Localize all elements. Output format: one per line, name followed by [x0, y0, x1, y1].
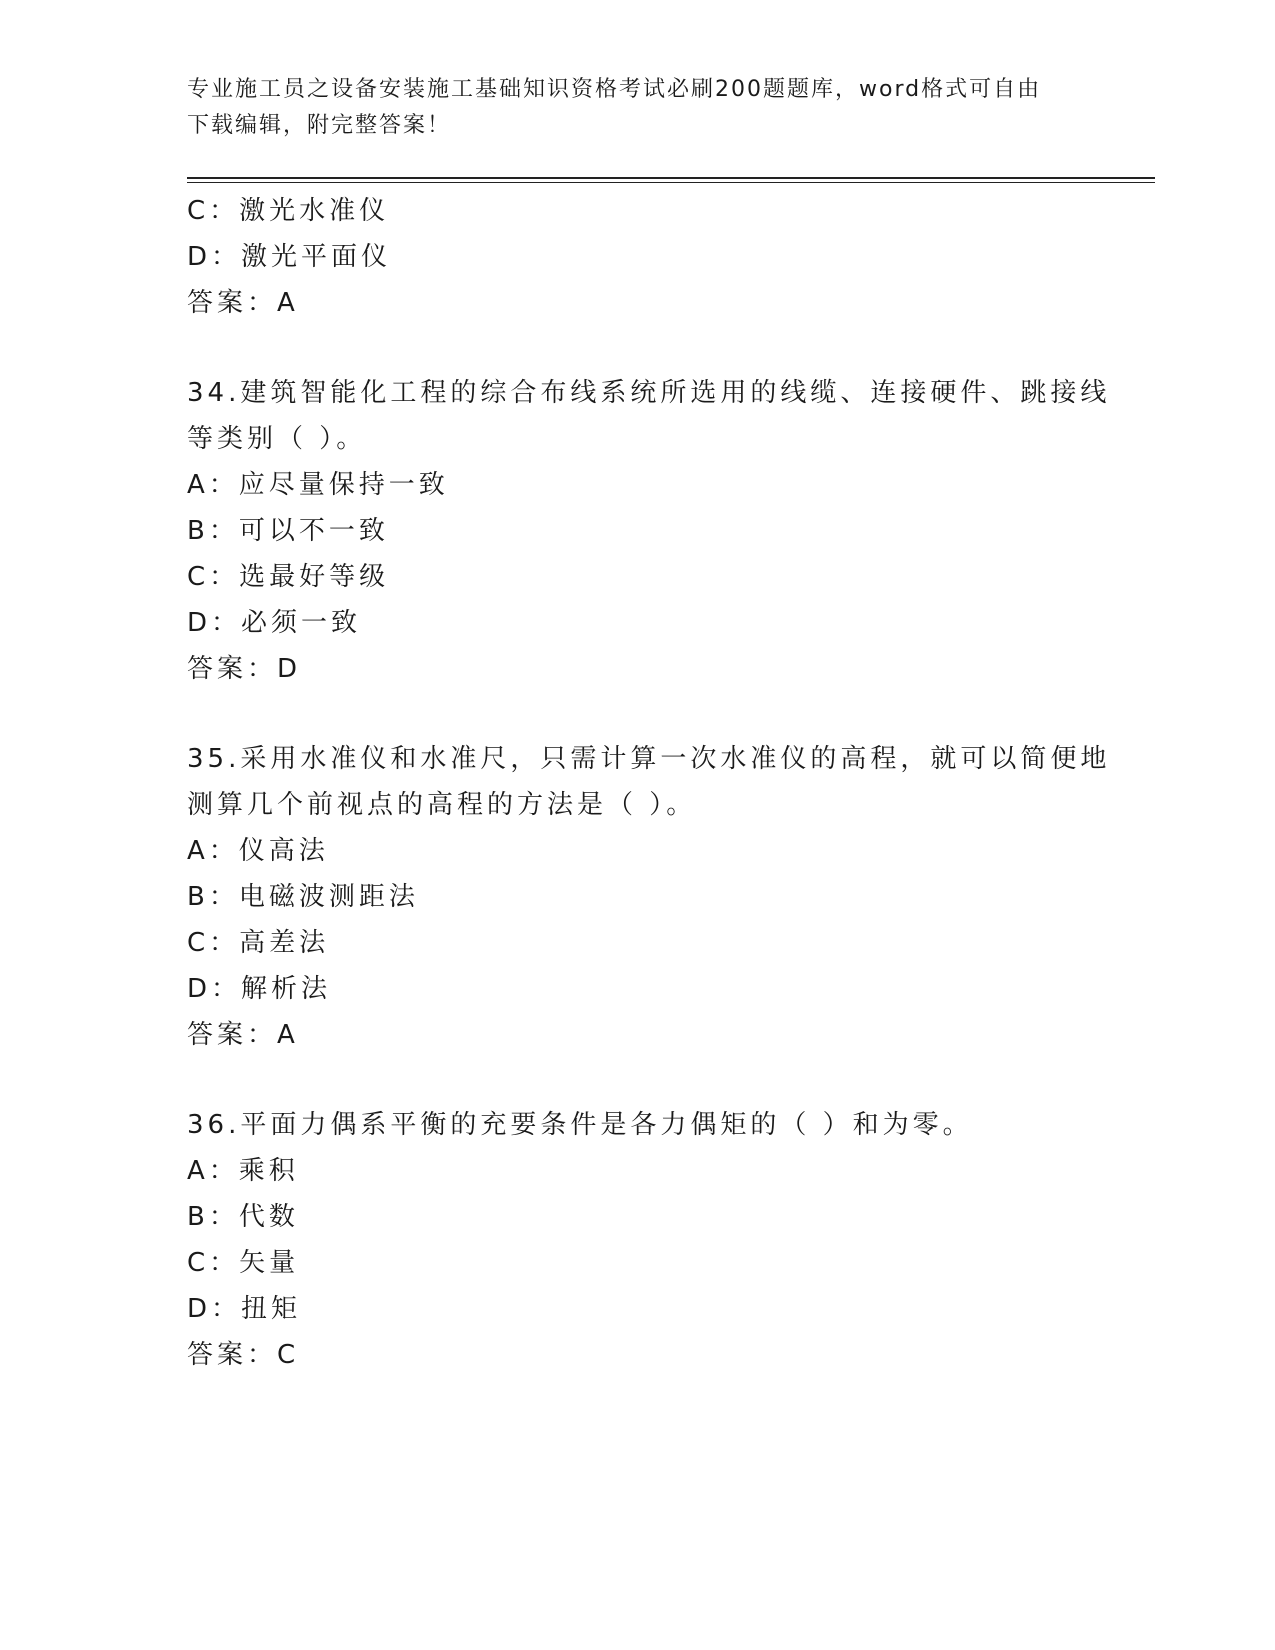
question-stem-line: 测算几个前视点的高程的方法是（ ）。 — [187, 790, 697, 820]
option-a: A：应尽量保持一致 — [187, 470, 449, 500]
question-block-34 — [187, 370, 1111, 692]
option-d: D：扭矩 — [187, 1294, 302, 1324]
option-a: A：仪高法 — [187, 836, 329, 866]
document-body — [187, 188, 1111, 1378]
option-d: D：解析法 — [187, 974, 332, 1004]
document-header — [187, 72, 1087, 144]
option-c: C：激光水准仪 — [187, 196, 390, 226]
option-a: A：乘积 — [187, 1156, 299, 1186]
question-block-36 — [187, 1102, 1087, 1378]
header-line-2: 下载编辑，附完整答案！ — [187, 113, 452, 138]
answer-line: 答案：A — [187, 1020, 299, 1050]
option-d: D：必须一致 — [187, 608, 362, 638]
answer-line: 答案：C — [187, 1340, 300, 1370]
option-b: B：可以不一致 — [187, 516, 389, 546]
question-block-33 — [187, 188, 1087, 326]
question-stem-line: 等类别（ ）。 — [187, 424, 367, 454]
question-stem-line: 36.平面力偶系平衡的充要条件是各力偶矩的（ ）和为零。 — [187, 1110, 973, 1140]
option-b: B：电磁波测距法 — [187, 882, 419, 912]
header-divider-thin — [187, 182, 1155, 183]
header-line-1: 专业施工员之设备安装施工基础知识资格考试必刷200题题库，word格式可自由 — [187, 77, 1042, 102]
answer-line: 答案：D — [187, 654, 302, 684]
option-c: C：矢量 — [187, 1248, 300, 1278]
option-d: D：激光平面仪 — [187, 242, 392, 272]
question-stem-line: 34.建筑智能化工程的综合布线系统所选用的线缆、连接硬件、跳接线 — [187, 378, 1111, 408]
option-c: C：选最好等级 — [187, 562, 390, 592]
option-c: C：高差法 — [187, 928, 330, 958]
question-stem-line: 35.采用水准仪和水准尺，只需计算一次水准仪的高程，就可以简便地 — [187, 744, 1111, 774]
option-b: B：代数 — [187, 1202, 299, 1232]
question-block-35 — [187, 736, 1111, 1058]
answer-line: 答案：A — [187, 288, 299, 318]
header-divider-thick — [187, 177, 1155, 179]
